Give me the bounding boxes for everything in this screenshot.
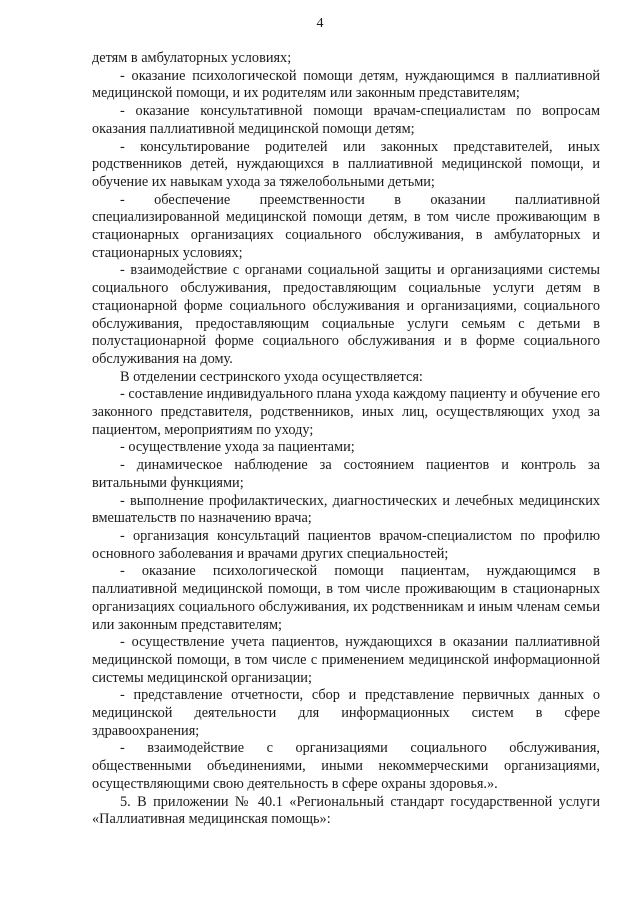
section-heading: В отделении сестринского ухода осуществляется: xyxy=(120,368,423,385)
paragraph: - взаимодействие с органами социальной защиты и организациями системы социального обслуживания, предоставляющим социальные услуги детям в стационарной форме социального обслуживания и организациями, социального обслуживания, предоставляющим социальные услуги семьям с детьми в полустационарной форме социального обслуживания и в форме социального обслуживания на дому. xyxy=(92,262,600,367)
paragraph: - взаимодействие с организациями социального обслуживания, общественными объединениями, иными некоммерческими организациями, осуществляющими свою деятельность в сфере охраны здоровья.». xyxy=(92,740,600,792)
paragraph: - организация консультаций пациентов врачом-специалистом по профилю основного заболевания и врачами других специальностей; xyxy=(92,527,600,562)
paragraph: - оказание психологической помощи пациентам, нуждающимся в паллиативной медицинской помощи, в том числе проживающим в стационарных организациях социального обслуживания, их родственникам и иным членам семьи или законным представителям; xyxy=(92,563,600,633)
paragraph: - составление индивидуального плана ухода каждому пациенту и обучение его законного представителя, родственников, иных лиц, осуществляющих уход за пациентом, мероприятиям по уходу; xyxy=(92,386,600,438)
paragraph: - оказание психологической помощи детям, нуждающимся в паллиативной медицинской помощи, и их родителям или законным представителям; xyxy=(92,67,600,102)
paragraph: - осуществление учета пациентов, нуждающихся в оказании паллиативной медицинской помощи, в том числе с применением медицинской информационной системы медицинской организации; xyxy=(92,634,600,686)
paragraph: детям в амбулаторных условиях; xyxy=(92,50,292,66)
page-number: 4 xyxy=(316,16,324,31)
paragraph: - представление отчетности, сбор и представление первичных данных о медицинской деятельности для информационных систем в сфере здравоохранения; xyxy=(92,687,600,739)
document-body xyxy=(92,50,600,829)
paragraph: 5. В приложении № 40.1 «Региональный стандарт государственной услуги «Паллиативная медицинская помощь»: xyxy=(92,793,600,828)
paragraph: - оказание консультативной помощи врачам-специалистам по вопросам оказания паллиативной медицинской помощи детям; xyxy=(92,103,600,137)
paragraph: - динамическое наблюдение за состоянием пациентов и контроль за витальными функциями; xyxy=(92,457,600,491)
paragraph: - консультирование родителей или законных представителей, иных родственников детей, нуждающихся в паллиативной медицинской помощи, и обучение их навыкам ухода за тяжелобольными детьми; xyxy=(92,138,600,190)
paragraph: - обеспечение преемственности в оказании паллиативной специализированной медицинской помощи детям, в том числе проживающим в стационарных организациях социального обслуживания, в амбулаторных и стационарных условиях; xyxy=(92,191,600,261)
paragraph: - выполнение профилактических, диагностических и лечебных медицинских вмешательств по назначению врача; xyxy=(92,492,600,527)
paragraph: - осуществление ухода за пациентами; xyxy=(120,439,355,456)
